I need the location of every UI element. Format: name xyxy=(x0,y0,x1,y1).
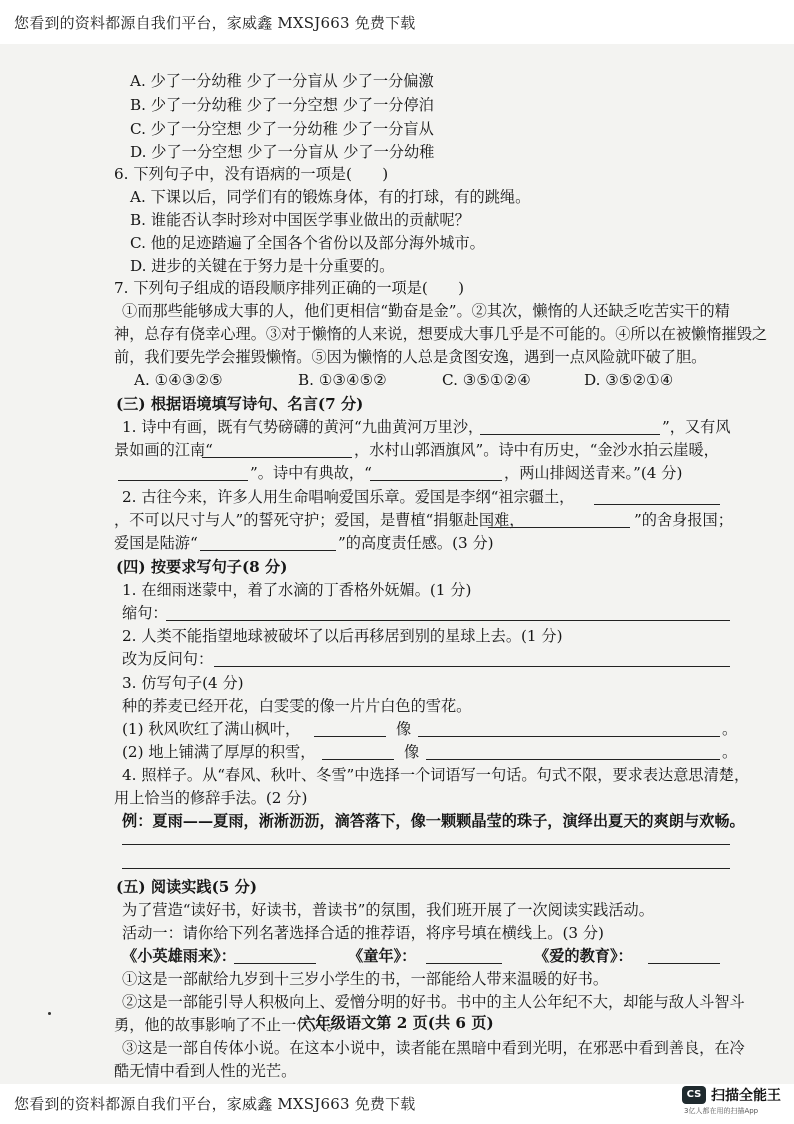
sec4-q1-label: 缩句： xyxy=(122,604,168,622)
sec4-q4-example: 例：夏雨——夏雨，淅淅沥沥，滴答落下，像一颗颗晶莹的珠子，演绎出夏天的爽朗与欢畅。 xyxy=(122,812,745,830)
sec4-q4-answer-line-1[interactable] xyxy=(122,844,730,845)
sec5-rec3-line2: 酷无情中看到人性的光芒。 xyxy=(114,1062,297,1080)
section5-title: (五) 阅读实践(5 分) xyxy=(116,878,258,896)
q7-option-a: A. ①④③②⑤ xyxy=(134,371,223,389)
sec4-q3-example: 种的荞麦已经开花，白雯雯的像一片片白色的雪花。 xyxy=(122,697,472,715)
page-footer: 六年级语文第 2 页(共 6 页) xyxy=(300,1014,494,1032)
sec4-q3-1-like: 像 xyxy=(396,720,412,738)
sec3-q2-blank-2[interactable] xyxy=(488,527,630,528)
watermark-bottom: 您看到的资料都源自我们平台，家威鑫 MXSJ663 免费下载 xyxy=(14,1095,416,1113)
sec5-rec3-line1: ③这是一部自传体小说。在这本小说中，读者能在黑暗中看到光明，在邪恶中看到善良，在冷 xyxy=(122,1039,745,1057)
section3-title: (三) 根据语境填写诗句、名言(7 分) xyxy=(116,395,364,413)
sec4-q3-2-blank-a[interactable] xyxy=(322,759,394,760)
q7-option-d: D. ③⑤②①④ xyxy=(584,371,674,389)
section4-title: (四) 按要求写句子(8 分) xyxy=(116,558,288,576)
sec4-q4-line2: 用上恰当的修辞手法。(2 分) xyxy=(114,789,308,807)
sec4-q3-2-like: 像 xyxy=(404,743,420,761)
q6-option-a: A. 下课以后，同学们有的锻炼身体，有的打球，有的跳绳。 xyxy=(130,188,531,206)
sec3-q1-blank-2[interactable] xyxy=(202,457,352,458)
sec5-book3-blank[interactable] xyxy=(648,963,720,964)
sec3-q1-text-c: 景如画的江南“ xyxy=(114,441,213,459)
q7-option-c: C. ③⑤①②④ xyxy=(442,371,531,389)
q7-passage-line2: 神，总存有侥幸心理。③对于懒惰的人来说，想要成大事几乎是不可能的。④所以在被懒惰摧毁之 xyxy=(114,325,768,343)
camscanner-logo-icon: CS xyxy=(682,1086,706,1104)
watermark-top: 您看到的资料都源自我们平台，家威鑫 MXSJ663 免费下载 xyxy=(14,14,416,32)
sec4-q4-line1: 4. 照样子。从“春风、秋叶、冬雪”中选择一个词语写一句话。句式不限，要求表达意思清楚， xyxy=(122,766,750,784)
q6-stem: 6. 下列句子中，没有语病的一项是( ) xyxy=(114,165,389,183)
sec3-q1-blank-1[interactable] xyxy=(480,434,660,435)
q5-option-b: B. 少了一分幼稚 少了一分空想 少了一分停泊 xyxy=(130,96,434,114)
sec4-q3-1-period: 。 xyxy=(722,720,738,738)
sec5-rec1: ①这是一部献给九岁到十三岁小学生的书，一部能给人带来温暖的好书。 xyxy=(122,970,608,988)
sec3-q1-text-b: ”，又有风 xyxy=(662,418,731,436)
sec5-book3-label: 《爱的教育》： xyxy=(534,947,633,965)
sec5-book1-label: 《小英雄雨来》： xyxy=(122,947,236,965)
q7-stem: 7. 下列句子组成的语段顺序排列正确的一项是( ) xyxy=(114,279,465,297)
sec5-book2-blank[interactable] xyxy=(426,963,502,964)
sec3-q1-text-d: ，水村山郭酒旗风”。诗中有历史，“金沙水拍云崖暖， xyxy=(354,441,719,459)
q7-passage-line3: 前，我们要先学会摧毁懒惰。⑤因为懒惰的人总是贪图安逸，遇到一点风险就吓破了胆。 xyxy=(114,348,707,366)
sec3-q2-text-c: ”的舍身报国； xyxy=(634,511,733,529)
sec3-q2-blank-1[interactable] xyxy=(594,504,720,505)
sec3-q2-text-a: 2. 古往今来，许多人用生命唱响爱国乐章。爱国是李纲“祖宗疆土， xyxy=(122,488,575,506)
sec4-q3-2-blank-b[interactable] xyxy=(426,759,720,760)
sec3-q1-text-f: ，两山排闼送青来。”(4 分) xyxy=(504,464,683,482)
sec5-activity1: 活动一：请你给下列名著选择合适的推荐语，将序号填在横线上。(3 分) xyxy=(122,924,604,942)
exam-page xyxy=(0,44,794,1084)
sec5-rec2-line2: 勇，他的故事影响了不止一代人。 xyxy=(114,1016,342,1034)
sec4-q3-1-blank-b[interactable] xyxy=(418,736,720,737)
q5-option-a: A. 少了一分幼稚 少了一分盲从 少了一分偏激 xyxy=(130,72,434,90)
sec5-rec2-line1: ②这是一部能引导人积极向上、爱憎分明的好书。书中的主人公年纪不大，却能与敌人斗智斗 xyxy=(122,993,745,1011)
sec3-q1-text-e: ”。诗中有典故，“ xyxy=(250,464,372,482)
q7-option-b: B. ①③④⑤② xyxy=(298,371,387,389)
sec5-intro: 为了营造“读好书，好读书，普读书”的氛围，我们班开展了一次阅读实践活动。 xyxy=(122,901,654,919)
q6-option-d: D. 进步的关键在于努力是十分重要的。 xyxy=(130,257,395,275)
sec4-q4-answer-line-2[interactable] xyxy=(122,868,730,869)
q7-passage-line1: ①而那些能够成大事的人，他们更相信“勤奋是金”。②其次，懒惰的人还缺乏吃苦实干的精 xyxy=(122,302,730,320)
sec5-book2-label: 《童年》： xyxy=(348,947,417,965)
sec3-q2-blank-3[interactable] xyxy=(200,550,336,551)
scanner-tagline: 3亿人都在用的扫描App xyxy=(684,1107,759,1115)
q6-option-b: B. 谁能否认李时珍对中国医学事业做出的贡献呢？ xyxy=(130,211,470,229)
q5-option-c: C. 少了一分空想 少了一分幼稚 少了一分盲从 xyxy=(130,120,434,138)
sec4-q3-2-period: 。 xyxy=(722,743,738,761)
q5-option-d: D. 少了一分空想 少了一分盲从 少了一分幼稚 xyxy=(130,143,435,161)
sec4-q3-1-blank-a[interactable] xyxy=(314,736,386,737)
scanner-app-name: 扫描全能王 xyxy=(711,1088,781,1104)
sec4-q1-answer-line[interactable] xyxy=(166,620,730,621)
sec4-q3-1: (1) 秋风吹红了满山枫叶， xyxy=(122,720,301,738)
sec3-q2-text-e: ”的高度责任感。(3 分) xyxy=(338,534,494,552)
sec3-q1-text-a: 1. 诗中有画，既有气势磅礴的黄河“九曲黄河万里沙， xyxy=(122,418,484,436)
sec4-q1: 1. 在细雨迷蒙中，着了水滴的丁香格外妩媚。(1 分) xyxy=(122,581,472,599)
sec4-q3-2: (2) 地上铺满了厚厚的积雪， xyxy=(122,743,316,761)
sec3-q2-text-b: ，不可以尺寸与人”的誓死守护；爱国，是曹植“捐躯赴国难， xyxy=(114,511,525,529)
sec4-q2: 2. 人类不能指望地球被破坏了以后再移居到别的星球上去。(1 分) xyxy=(122,627,563,645)
sec3-q1-blank-3[interactable] xyxy=(118,480,248,481)
sec4-q2-label: 改为反问句： xyxy=(122,650,214,668)
q6-option-c: C. 他的足迹踏遍了全国各个省份以及部分海外城市。 xyxy=(130,234,485,252)
sec4-q2-answer-line[interactable] xyxy=(214,666,730,667)
sec5-book1-blank[interactable] xyxy=(234,963,316,964)
sec3-q1-blank-4[interactable] xyxy=(370,480,502,481)
sec4-q3: 3. 仿写句子(4 分) xyxy=(122,674,244,692)
sec3-q2-text-d: 爱国是陆游“ xyxy=(114,534,198,552)
